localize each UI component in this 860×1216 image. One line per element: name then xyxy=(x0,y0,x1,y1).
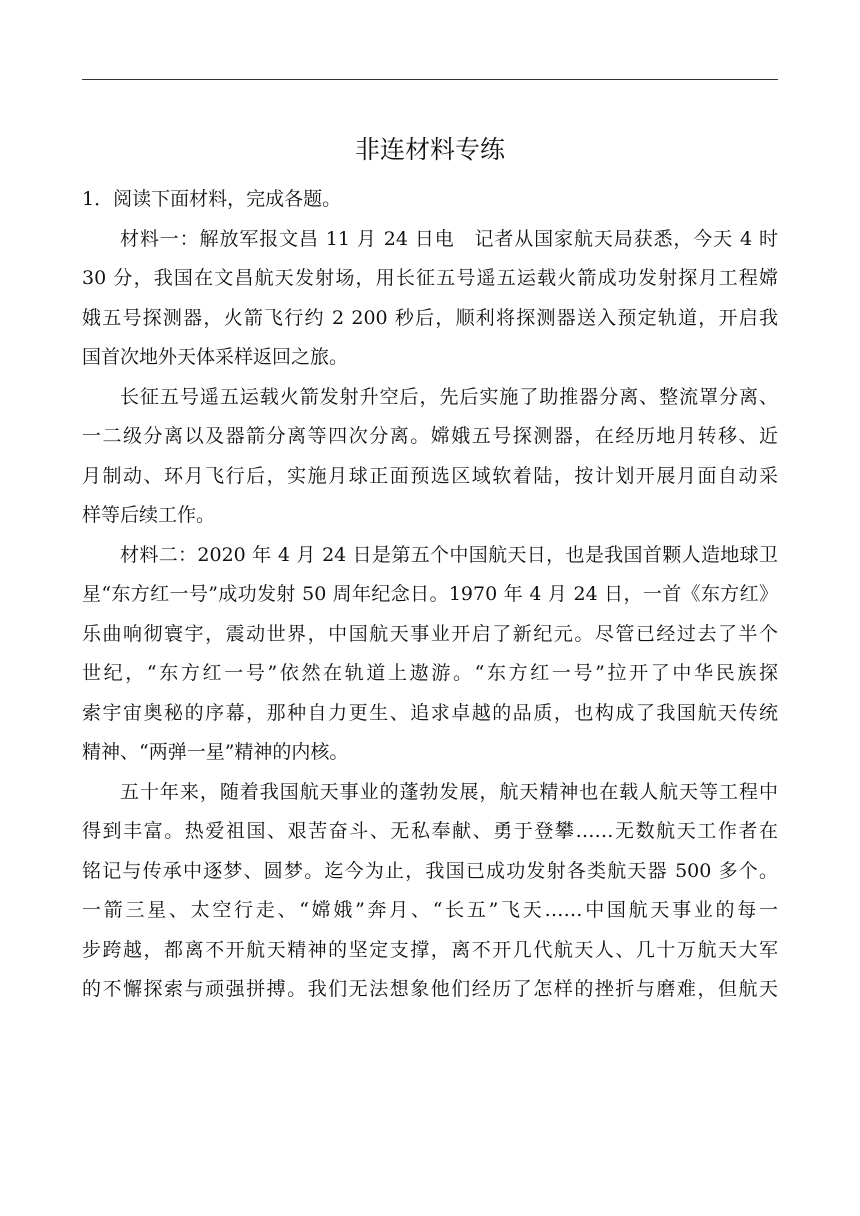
paragraph-line: 娥五号探测器，火箭飞行约 2 200 秒后，顺利将探测器送入预定轨道，开启我 xyxy=(82,306,778,329)
document-body xyxy=(82,180,778,1010)
paragraph-line: 月制动、环月飞行后，实施月球正面预选区域软着陆，按计划开展月面自动采 xyxy=(82,464,778,487)
paragraph-line: 材料一：解放军报文昌 11 月 24 日电 记者从国家航天局获悉，今天 4 时 xyxy=(120,227,778,250)
paragraph-line: 索宇宙奥秘的序幕，那种自力更生、追求卓越的品质，也构成了我国航天传统 xyxy=(82,701,778,724)
paragraph-line: 国首次地外天体采样返回之旅。 xyxy=(82,346,349,368)
paragraph-line: 精神、“两弹一星”精神的内核。 xyxy=(82,741,349,763)
paragraph-line: 一箭三星、太空行走、“嫦娥”奔月、“长五”飞天……中国航天事业的每一 xyxy=(82,899,778,921)
question-line: 1．阅读下面材料，完成各题。 xyxy=(82,188,342,210)
paragraph-line: 的不懈探索与顽强拼搏。我们无法想象他们经历了怎样的挫折与磨难，但航天 xyxy=(82,978,778,1000)
paragraph-line: 世纪，“东方红一号”依然在轨道上遨游。“东方红一号”拉开了中华民族探 xyxy=(82,662,778,684)
paragraph-line: 长征五号遥五运载火箭发射升空后，先后实施了助推器分离、整流罩分离、 xyxy=(120,385,778,408)
paragraph-line: 30 分，我国在文昌航天发射场，用长征五号遥五运载火箭成功发射探月工程嫦 xyxy=(82,267,778,289)
paragraph-line: 得到丰富。热爱祖国、艰苦奋斗、无私奉献、勇于登攀……无数航天工作者在 xyxy=(82,820,778,842)
paragraph-line: 五十年来，随着我国航天事业的蓬勃发展，航天精神也在载人航天等工程中 xyxy=(120,780,778,803)
paragraph-line: 星“东方红一号”成功发射 50 周年纪念日。1970 年 4 月 24 日，一首《东方红》 xyxy=(82,583,778,605)
header-rule xyxy=(82,79,778,80)
paragraph-line: 样等后续工作。 xyxy=(82,504,216,526)
paragraph-line: 材料二：2020 年 4 月 24 日是第五个中国航天日，也是我国首颗人造地球卫 xyxy=(120,543,778,566)
paragraph-line: 乐曲响彻寰宇，震动世界，中国航天事业开启了新纪元。尽管已经过去了半个 xyxy=(82,622,778,645)
page-title: 非连材料专练 xyxy=(354,135,505,164)
paragraph-line: 步跨越，都离不开航天精神的坚定支撑，离不开几代航天人、几十万航天大军 xyxy=(82,938,778,961)
paragraph-line: 一二级分离以及器箭分离等四次分离。嫦娥五号探测器，在经历地月转移、近 xyxy=(82,425,778,447)
paragraph-line: 铭记与传承中逐梦、圆梦。迄今为止，我国已成功发射各类航天器 500 多个。 xyxy=(82,859,778,882)
